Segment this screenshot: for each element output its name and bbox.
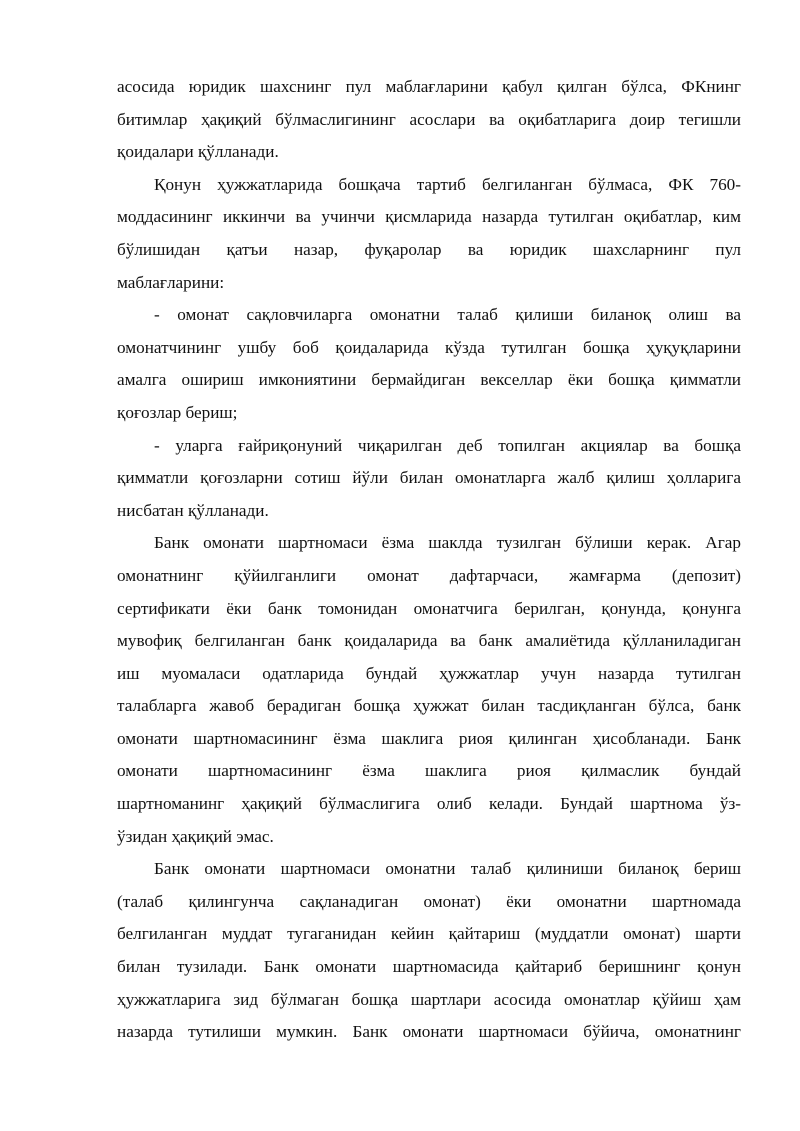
text-line: бўлишидан қатъи назар, фуқаролар ва юридик шахсларнинг пул [117,239,741,259]
text-line: омонатчининг ушбу боб қоидаларида кўзда тутилган бошқа ҳуқуқларини [117,337,741,357]
text-line: қоғозлар бериш; [117,402,238,422]
text-line: асосида юридик шахснинг пул маблағларини қабул қилган бўлса, ФКнинг [117,77,741,96]
text-line: - уларга ғайриқонуний чиқарилган деб топилган акциялар ва бошқа [154,435,741,455]
text-line: қоидалари қўлланади. [117,142,279,162]
text-line: назарда тутилиши мумкин. Банк омонати шартномаси бўйича, омонатнинг [117,1022,741,1042]
text-line: амалга ошириш имкониятини бермайдиган векселлар ёки бошқа қимматли [117,370,741,390]
text-line: моддасининг иккинчи ва учинчи қисмларида назарда тутилган оқибатлар, ким [117,207,741,227]
text-line: шартноманинг ҳақиқий бўлмаслигига олиб келади. Бундай шартнома ўз- [117,794,741,814]
text-line: Қонун ҳужжатларида бошқача тартиб белгиланган бўлмаса, ФК 760- [154,174,741,194]
text-line: қимматли қоғозларни сотиш йўли билан омонатларга жалб қилиш ҳолларига [117,468,741,488]
text-line: Банк омонати шартномаси ёзма шаклда тузилган бўлиши керак. Агар [154,533,741,553]
text-line: белгиланган муддат тугаганидан кейин қайтариш (муддатли омонат) шарти [117,924,741,944]
text-line: ҳужжатларига зид бўлмаган бошқа шартлари асосида омонатлар қўйиш ҳам [117,989,741,1009]
text-line: омонати шартномасининг ёзма шаклига риоя қилмаслик бундай [117,761,741,781]
text-line: Банк омонати шартномаси омонатни талаб қилиниши биланоқ бериш [154,859,741,879]
text-line: (талаб қилингунча сақланадиган омонат) ёки омонатни шартномада [117,891,741,911]
text-line: ўзидан ҳақиқий эмас. [117,826,274,846]
text-line: маблағларини: [117,272,225,292]
body-text [117,71,741,1049]
text-line: талабларга жавоб берадиган бошқа ҳужжат билан тасдиқланган бўлса, банк [117,696,741,716]
text-line: билан тузилади. Банк омонати шартномасида қайтариб беришнинг қонун [117,957,741,977]
text-line: мувофиқ белгиланган банк қоидаларида ва банк амалиётида қўлланиладиган [117,631,741,651]
text-line: нисбатан қўлланади. [117,500,269,520]
text-line: омонати шартномасининг ёзма шаклига риоя қилинган ҳисобланади. Банк [117,728,741,748]
text-line: - омонат сақловчиларга омонатни талаб қилиши биланоқ олиш ва [154,305,741,325]
text-line: сертификати ёки банк томонидан омонатчига берилган, қонунда, қонунга [117,598,741,618]
text-line: омонатнинг қўйилганлиги омонат дафтарчаси, жамғарма (депозит) [117,565,741,585]
text-line: битимлар ҳақиқий бўлмаслигининг асослари ва оқибатларига доир тегишли [117,109,741,129]
text-line: иш муомаласи одатларида бундай ҳужжатлар учун назарда тутилган [117,663,741,683]
